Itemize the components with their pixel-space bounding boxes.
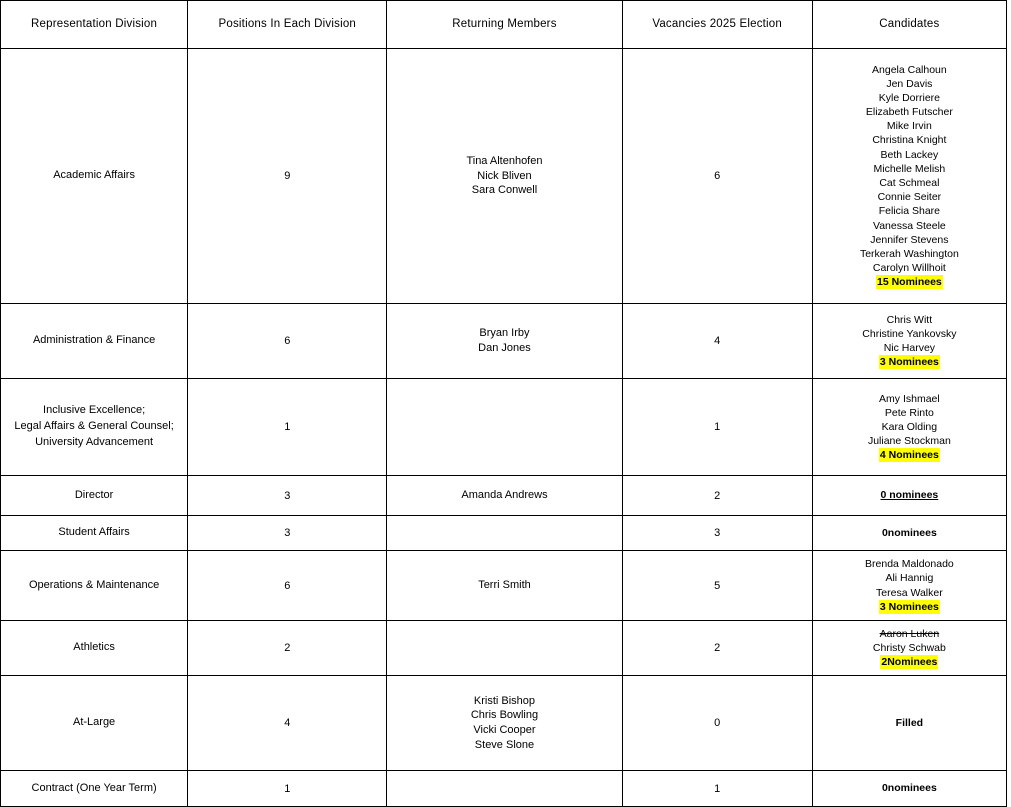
returning-member-name: Dan Jones <box>478 342 531 354</box>
division-line: Administration & Finance <box>32 334 156 347</box>
nominee-count-note: 3 Nominees <box>879 356 939 369</box>
column-header-candidates: Candidates <box>812 1 1006 49</box>
cell-vacancies: 1 <box>622 379 812 476</box>
column-header-positions: Positions In Each Division <box>188 1 387 49</box>
cell-vacancies: 2 <box>622 476 812 516</box>
cell-positions: 3 <box>188 476 387 516</box>
candidate-list <box>813 313 1006 356</box>
cell-vacancies: 2 <box>622 621 812 676</box>
candidate-list <box>813 63 1006 276</box>
candidate-name: Aaron Luken <box>879 627 940 640</box>
cell-division <box>1 516 188 551</box>
nominee-count-note: 2Nominees <box>881 656 938 669</box>
candidate-list <box>813 392 1006 449</box>
nominee-note-wrap <box>813 600 1006 614</box>
column-header-returning-members: Returning Members <box>387 1 622 49</box>
candidate-name: Mike Irvin <box>886 120 932 133</box>
nominee-note-wrap <box>813 275 1006 289</box>
table-row <box>1 551 1007 621</box>
cell-returning-members <box>387 379 622 476</box>
column-header-division: Representation Division <box>1 1 188 49</box>
cell-vacancies: 6 <box>622 49 812 304</box>
returning-member-name: Sara Conwell <box>471 184 538 197</box>
nominee-note-wrap <box>813 716 1006 730</box>
table-row <box>1 379 1007 476</box>
cell-division <box>1 676 188 771</box>
cell-returning-members <box>387 304 622 379</box>
returning-member-name: Nick Bliven <box>477 169 532 182</box>
cell-candidates <box>812 516 1006 551</box>
division-line: At-Large <box>72 716 116 729</box>
candidate-name: Cat Schmeal <box>879 177 940 189</box>
candidate-name: Kyle Dorriere <box>878 91 941 104</box>
candidate-name: Ali Hannig <box>885 572 934 585</box>
cell-positions: 6 <box>188 304 387 379</box>
cell-division <box>1 771 188 807</box>
cell-positions: 4 <box>188 676 387 771</box>
candidate-name: Felicia Share <box>878 205 941 218</box>
candidate-list <box>813 557 1006 600</box>
division-line: Operations & Maintenance <box>28 578 160 591</box>
cell-candidates <box>812 379 1006 476</box>
cell-returning-members <box>387 49 622 304</box>
table-body <box>1 49 1007 807</box>
candidate-name: Vanessa Steele <box>872 219 946 232</box>
cell-candidates <box>812 676 1006 771</box>
candidate-name: Elizabeth Futscher <box>865 106 953 119</box>
division-line: Inclusive Excellence; <box>43 404 146 417</box>
table-row <box>1 621 1007 676</box>
table-row <box>1 476 1007 516</box>
cell-returning-members <box>387 771 622 807</box>
cell-returning-members <box>387 676 622 771</box>
nominee-count-note: 15 Nominees <box>876 276 942 289</box>
candidate-name: Juliane Stockman <box>867 435 951 448</box>
cell-returning-members <box>387 621 622 676</box>
table-row <box>1 516 1007 551</box>
cell-positions: 6 <box>188 551 387 621</box>
cell-positions: 1 <box>188 379 387 476</box>
candidate-name: Amy Ishmael <box>879 392 940 405</box>
division-line: University Advancement <box>35 435 154 448</box>
candidate-name: Michelle Melish <box>873 162 946 175</box>
candidate-name: Jen Davis <box>886 77 933 90</box>
nominee-count-note: 4 Nominees <box>879 449 939 462</box>
cell-vacancies: 3 <box>622 516 812 551</box>
nominee-count-note: 0nominees <box>881 782 937 795</box>
cell-vacancies: 0 <box>622 676 812 771</box>
table-row <box>1 771 1007 807</box>
returning-member-name: Vicki Cooper <box>473 724 536 736</box>
cell-candidates <box>812 551 1006 621</box>
nominee-count-note: 3 Nominees <box>879 600 939 613</box>
candidate-name: Kara Olding <box>881 420 938 433</box>
candidate-name: Christine Yankovsky <box>862 327 957 340</box>
division-line: Student Affairs <box>58 526 130 539</box>
cell-candidates <box>812 771 1006 807</box>
candidate-list <box>813 627 1006 655</box>
candidate-name: Connie Seiter <box>877 191 942 204</box>
candidate-name: Nic Harvey <box>883 342 936 354</box>
candidate-name: Christy Schwab <box>872 641 946 654</box>
returning-member-name: Amanda Andrews <box>461 489 548 502</box>
cell-vacancies: 5 <box>622 551 812 621</box>
cell-candidates <box>812 621 1006 676</box>
cell-positions: 1 <box>188 771 387 807</box>
cell-returning-members <box>387 476 622 516</box>
cell-returning-members <box>387 516 622 551</box>
division-line: Legal Affairs & General Counsel; <box>14 420 174 433</box>
candidate-name: Brenda Maldonado <box>865 558 954 571</box>
table-header <box>1 1 1007 49</box>
candidate-name: Carolyn Willhoit <box>872 262 946 275</box>
cell-candidates <box>812 49 1006 304</box>
nominee-note-wrap <box>813 355 1006 369</box>
column-header-vacancies: Vacancies 2025 Election <box>622 1 812 49</box>
candidate-name: Beth Lackey <box>880 148 939 161</box>
cell-candidates <box>812 476 1006 516</box>
division-line: Academic Affairs <box>53 169 135 182</box>
returning-member-name: Tina Altenhofen <box>466 155 543 168</box>
returning-member-name: Terri Smith <box>478 579 531 592</box>
division-line: Contract (One Year Term) <box>31 781 157 794</box>
nominee-note-wrap <box>813 655 1006 669</box>
cell-vacancies: 1 <box>622 771 812 807</box>
table-row <box>1 49 1007 304</box>
division-line: Director <box>74 488 114 501</box>
cell-positions: 2 <box>188 621 387 676</box>
returning-member-name: Bryan Irby <box>479 327 530 340</box>
returning-member-name: Steve Slone <box>474 738 535 751</box>
candidate-name: Pete Rinto <box>884 406 934 419</box>
candidate-name: Jennifer Stevens <box>870 233 949 246</box>
table-row <box>1 304 1007 379</box>
nominee-note-wrap <box>813 448 1006 462</box>
cell-positions: 9 <box>188 49 387 304</box>
candidate-name: Angela Calhoun <box>872 63 947 76</box>
cell-division <box>1 304 188 379</box>
nominee-count-note: 0 nominees <box>880 489 939 502</box>
cell-vacancies: 4 <box>622 304 812 379</box>
candidate-name: Christina Knight <box>872 134 947 147</box>
division-line: Athletics <box>73 641 115 654</box>
header-row <box>1 1 1007 49</box>
nominee-count-note: 0nominees <box>881 526 937 539</box>
candidate-name: Chris Witt <box>886 313 933 326</box>
nominee-note-wrap <box>813 488 1006 502</box>
nominee-count-note: Filled <box>895 716 924 729</box>
cell-candidates <box>812 304 1006 379</box>
cell-division <box>1 379 188 476</box>
nominee-note-wrap <box>813 781 1006 795</box>
cell-division <box>1 621 188 676</box>
table-row <box>1 676 1007 771</box>
cell-returning-members <box>387 551 622 621</box>
cell-positions: 3 <box>188 516 387 551</box>
returning-member-name: Chris Bowling <box>470 709 539 722</box>
cell-division <box>1 476 188 516</box>
cell-division <box>1 551 188 621</box>
candidate-name: Terkerah Washington <box>859 247 959 260</box>
nominee-note-wrap <box>813 526 1006 540</box>
candidate-name: Teresa Walker <box>876 586 943 599</box>
cell-division <box>1 49 188 304</box>
returning-member-name: Kristi Bishop <box>473 694 536 707</box>
